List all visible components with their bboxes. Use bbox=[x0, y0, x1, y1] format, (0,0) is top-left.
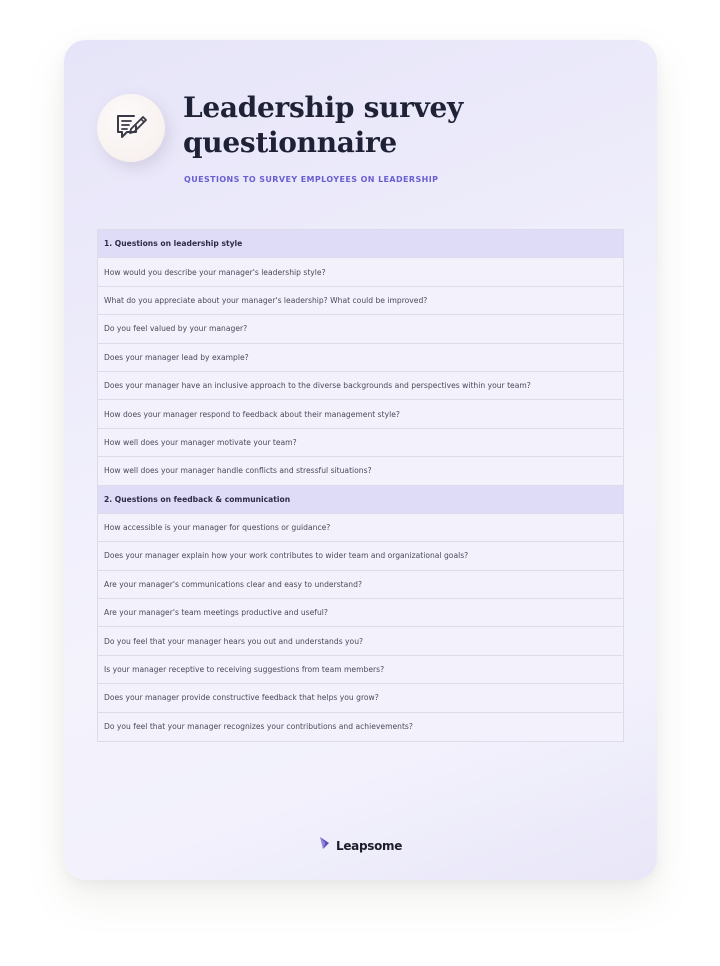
questions-table bbox=[97, 229, 624, 742]
table-row: How would you describe your manager's leadership style? bbox=[98, 258, 623, 286]
table-row: Are your manager's team meetings productive and useful? bbox=[98, 599, 623, 627]
table-row: How well does your manager motivate your team? bbox=[98, 429, 623, 457]
table-row: Does your manager explain how your work contributes to wider team and organizational goals? bbox=[98, 542, 623, 570]
section-header-leadership-style: 1. Questions on leadership style bbox=[98, 230, 623, 258]
table-row: How does your manager respond to feedback about their management style? bbox=[98, 400, 623, 428]
table-row: Does your manager have an inclusive approach to the diverse backgrounds and perspectives within your team? bbox=[98, 372, 623, 400]
page-title: Leadership survey questionnaire bbox=[183, 91, 463, 159]
section-header-feedback-communication: 2. Questions on feedback & communication bbox=[98, 486, 623, 514]
edit-note-icon bbox=[114, 111, 148, 146]
table-row: What do you appreciate about your manager's leadership? What could be improved? bbox=[98, 287, 623, 315]
table-row: How well does your manager handle conflicts and stressful situations? bbox=[98, 457, 623, 485]
brand-name: Leapsome bbox=[336, 838, 403, 853]
table-row: Do you feel that your manager recognizes your contributions and achievements? bbox=[98, 713, 623, 741]
table-row: Do you feel valued by your manager? bbox=[98, 315, 623, 343]
brand-logo bbox=[318, 836, 402, 855]
header-icon-bubble bbox=[97, 94, 165, 162]
table-row: Do you feel that your manager hears you out and understands you? bbox=[98, 627, 623, 655]
table-row: Is your manager receptive to receiving suggestions from team members? bbox=[98, 656, 623, 684]
leapsome-logo-icon bbox=[318, 836, 332, 855]
table-row: Are your manager's communications clear and easy to understand? bbox=[98, 571, 623, 599]
table-row: Does your manager lead by example? bbox=[98, 344, 623, 372]
table-row: Does your manager provide constructive feedback that helps you grow? bbox=[98, 684, 623, 712]
page-subtitle: QUESTIONS TO SURVEY EMPLOYEES ON LEADERSHIP bbox=[184, 175, 439, 184]
table-row: How accessible is your manager for questions or guidance? bbox=[98, 514, 623, 542]
